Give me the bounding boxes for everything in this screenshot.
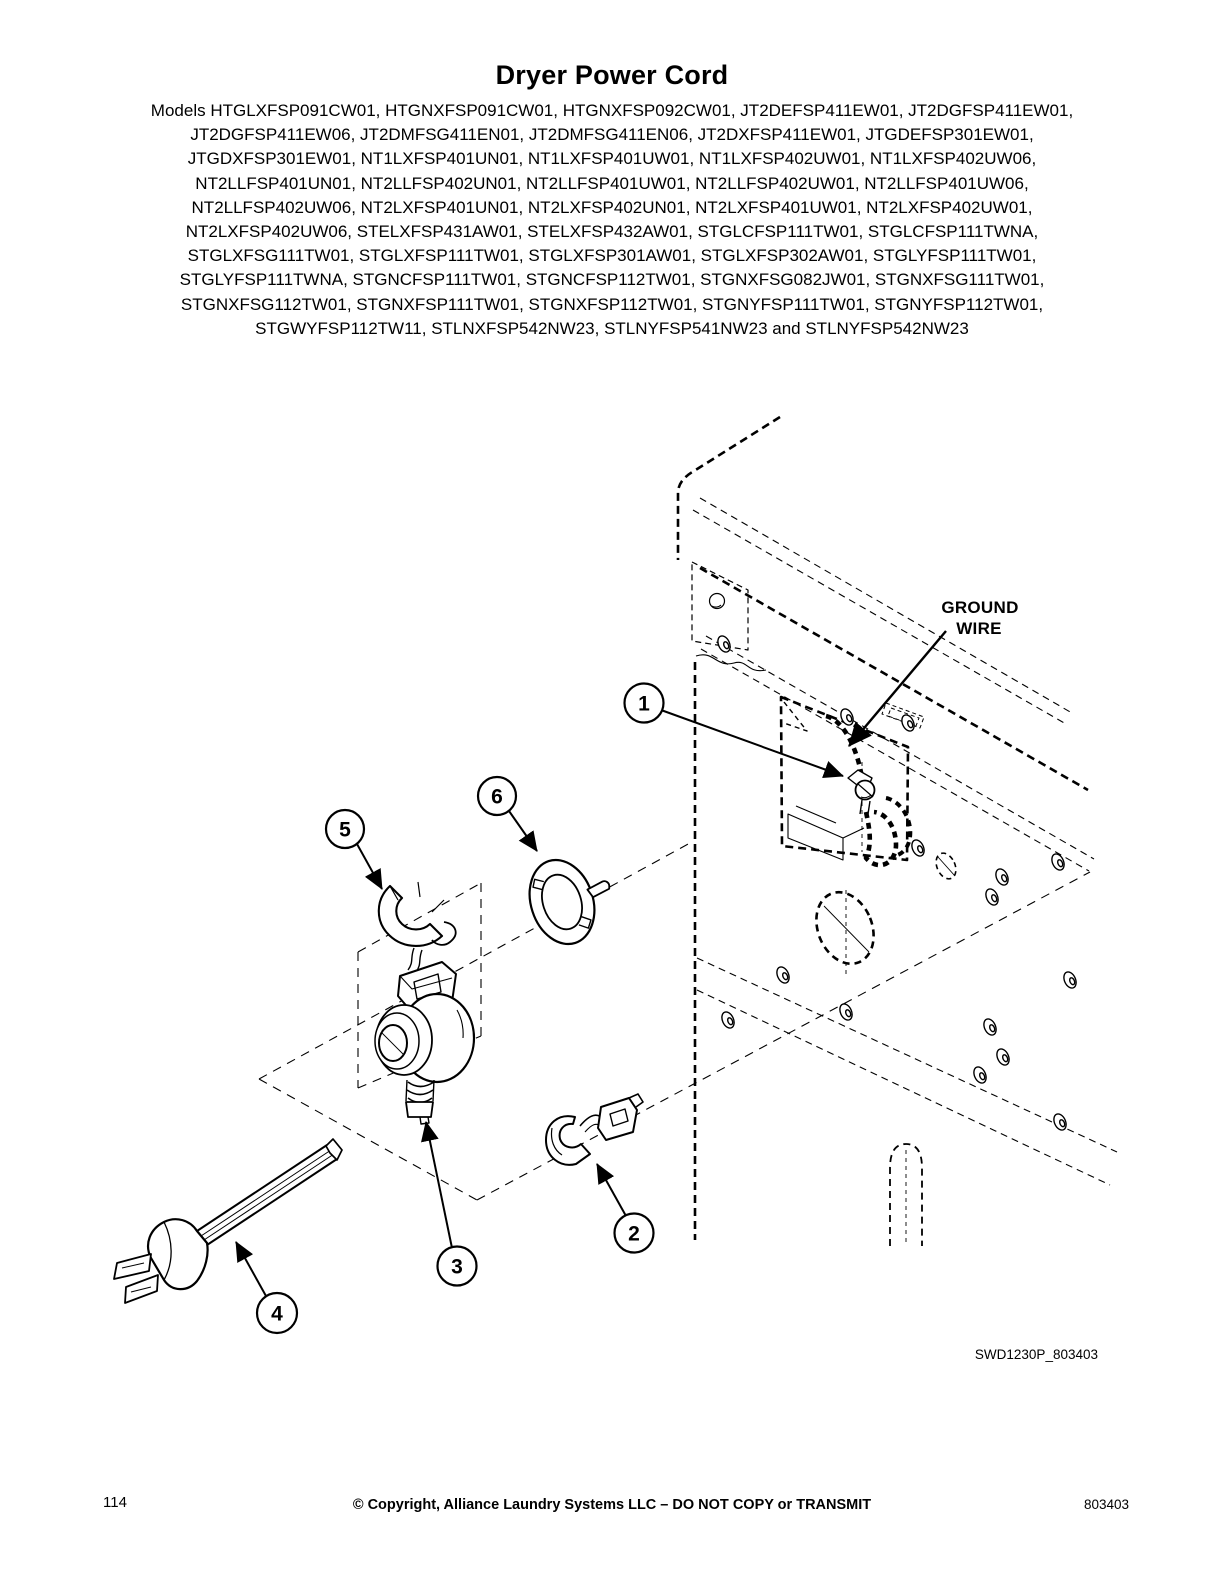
page-title: Dryer Power Cord	[495, 60, 729, 90]
model-line: NT2LXFSP402UW06, STELXFSP431AW01, STELXFSP432AW01, STGLCFSP111TW01, STGLCFSP111TWNA,	[185, 222, 1039, 242]
callout-2	[597, 1164, 654, 1253]
panel-holes	[716, 634, 1079, 1132]
model-line: STGLYFSP111TWNA, STGNCFSP111TW01, STGNCFSP112TW01, STGNXFSG082JW01, STGNXFSG111TW01,	[179, 270, 1045, 290]
ground-wire-label-line2: WIRE	[956, 619, 1002, 638]
figure-code: SWD1230P_803403	[974, 1347, 1098, 1362]
strain-relief-clamp	[379, 882, 456, 1010]
model-line: STGLXFSG111TW01, STGLXFSP111TW01, STGLXFSP301AW01, STGLXFSP302AW01, STGLYFSP111TW01,	[187, 246, 1037, 266]
svg-text:3: 3	[451, 1255, 463, 1279]
svg-text:5: 5	[339, 818, 351, 842]
svg-text:2: 2	[628, 1222, 640, 1246]
svg-text:1: 1	[638, 692, 650, 716]
ground-wire-label	[849, 598, 1019, 746]
ground-wire	[826, 716, 910, 865]
model-line: NT2LLFSP401UN01, NT2LLFSP402UN01, NT2LLFSP401UW01, NT2LLFSP402UW01, NT2LLFSP401UW06,	[195, 173, 1029, 193]
model-line: Models HTGLXFSP091CW01, HTGNXFSP091CW01, HTGNXFSP092CW01, JT2DEFSP411EW01, JT2DGFSP411EW01,	[150, 101, 1074, 120]
model-line: NT2LLFSP402UW06, NT2LXFSP401UN01, NT2LXFSP402UN01, NT2LXFSP401UW01, NT2LXFSP402UW01,	[191, 197, 1033, 217]
callout-3	[426, 1122, 477, 1286]
footer-document-number: 803403	[1083, 1497, 1129, 1512]
ground-screw	[848, 770, 875, 814]
power-cord-plug	[114, 1139, 342, 1303]
callout-6	[478, 777, 537, 851]
callouts	[236, 684, 843, 1334]
footer-copyright: © Copyright, Alliance Laundry Systems LLC – DO NOT COPY or TRANSMIT	[352, 1497, 872, 1513]
model-line: STGNXFSG112TW01, STGNXFSP111TW01, STGNXFSP112TW01, STGNYFSP111TW01, STGNYFSP112TW01,	[180, 294, 1044, 314]
model-line: STGWYFSP112TW11, STLNXFSP542NW23, STLNYFSP541NW23 and STLNYFSP542NW23	[255, 318, 969, 338]
dryer-rear-panel	[678, 417, 1117, 1246]
strain-relief-grommet	[375, 994, 474, 1124]
svg-text:4: 4	[271, 1302, 283, 1326]
ground-wire-arrow	[849, 631, 946, 746]
svg-text:6: 6	[491, 785, 503, 809]
locking-ring	[519, 846, 623, 953]
model-line: JTGDXFSP301EW01, NT1LXFSP401UN01, NT1LXFSP401UW01, NT1LXFSP402UW01, NT1LXFSP402UW06,	[187, 149, 1037, 169]
ground-wire-label-line1: GROUND	[941, 598, 1019, 617]
callout-4	[236, 1242, 297, 1333]
callout-5	[326, 810, 382, 889]
footer-page-number: 114	[103, 1494, 127, 1511]
model-line: JT2DGFSP411EW06, JT2DMFSG411EN01, JT2DMFSG411EN06, JT2DXFSP411EW01, JTGDEFSP301EW01,	[190, 125, 1034, 145]
callout-1	[625, 684, 844, 777]
cord-clip	[546, 1094, 643, 1165]
